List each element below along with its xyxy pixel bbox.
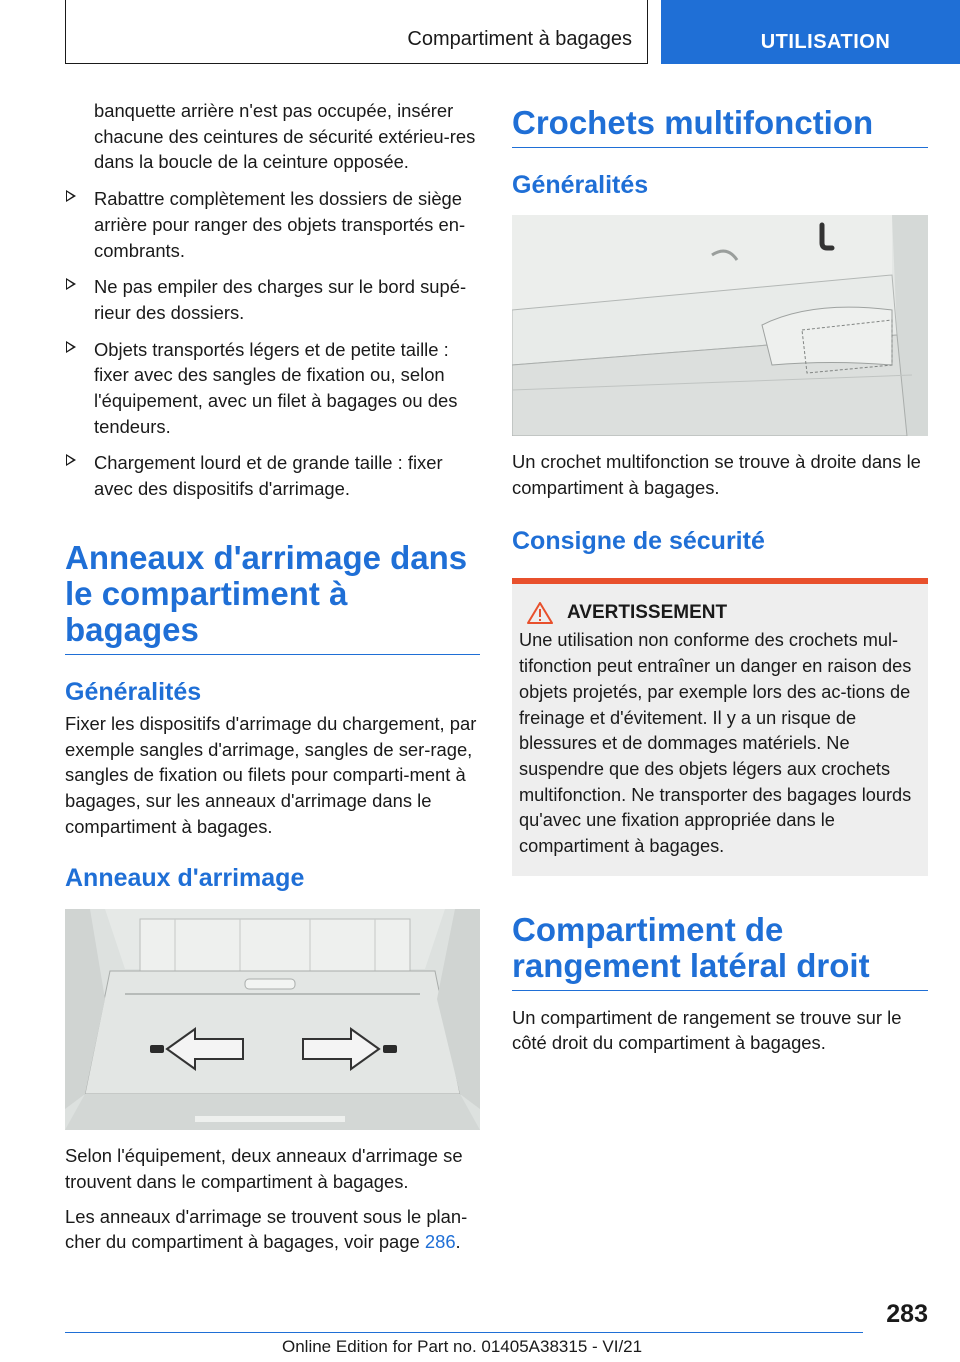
right-column	[512, 98, 928, 1056]
general-text: Fixer les dispositifs d'arrimage du chargement, par exemple sangles d'arrimage, sangles de ser-rage, sangles de fixation ou filets pour comparti-ment à bagages, sur les anneaux d'arrimage dans le compartiment à bagages.	[65, 712, 477, 837]
heading-tie-down-rings: Anneaux d'arrimage dans le compartiment à bagages	[65, 540, 480, 655]
section-title: Compartiment à bagages	[407, 28, 632, 50]
list-item	[65, 337, 480, 440]
heading-side-storage: Compartiment de rangement latéral droit	[512, 912, 928, 991]
list-item-text: Rabattre complètement les dossiers de siège arrière pour ranger des objets transportés en-combrants.	[94, 188, 466, 261]
intro-continuation: banquette arrière n'est pas occupée, insérer chacune des ceintures de sécurité extérieu-res dans la boucle de la ceinture opposée.	[94, 100, 476, 173]
bullet-triangle-icon	[66, 341, 76, 353]
list-item	[65, 274, 480, 325]
bullet-triangle-icon	[66, 278, 76, 290]
side-storage-text: Un compartiment de rangement se trouve sur le côté droit du compartiment à bagages.	[512, 1006, 902, 1054]
subheading-general: Généralités	[65, 677, 202, 706]
footer-divider	[65, 1332, 863, 1333]
subheading-safety: Consigne de sécurité	[512, 527, 765, 556]
multifunction-hook-figure	[512, 215, 928, 436]
warning-text: Une utilisation non conforme des crochets mul-tifonction peut entraîner un danger en raison des objets projetés, par exemple lors des ac-tions de freinage et d'évitement. Il y a un risque de blessures et de dommages matériels. Ne suspendre que des objets légers aux crochets multifonction. Ne transporter des bagages lourds qu'avec une fixation appropriée dans le compartiment à bagages.	[519, 630, 912, 857]
chapter-tab[interactable]: UTILISATION	[661, 0, 960, 64]
list-item-text: Chargement lourd et de grande taille : fixer avec des dispositifs d'arrimage.	[94, 452, 443, 500]
bullet-triangle-icon	[66, 190, 76, 202]
warning-header	[519, 602, 921, 624]
hook-description: Un crochet multifonction se trouve à droite dans le compartiment à bagages.	[512, 451, 921, 498]
multifunction-hook-illustration	[512, 215, 928, 436]
subheading-general-right: Généralités	[512, 171, 649, 199]
left-column	[65, 98, 480, 1255]
page-reference-link[interactable]: 286	[424, 1231, 456, 1253]
header-section-box	[65, 0, 648, 64]
list-item	[65, 186, 480, 263]
subheading-tie-down-rings: Anneaux d'arrimage	[65, 864, 305, 893]
trunk-tie-down-illustration	[65, 909, 480, 1130]
warning-box	[512, 578, 928, 875]
footer-edition: Online Edition for Part no. 01405A38315 - VI/21	[282, 1337, 643, 1356]
page-number: 283	[886, 1300, 928, 1328]
figure-caption-2: Les anneaux d'arrimage se trouvent sous le plan-cher du compartiment à bagages, voir page 286.	[65, 1205, 468, 1253]
list-item-text: Ne pas empiler des charges sur le bord supé-rieur des dossiers.	[94, 276, 467, 323]
trunk-tie-down-figure	[65, 909, 480, 1130]
warning-title: AVERTISSEMENT	[567, 602, 728, 624]
list-item	[65, 450, 480, 501]
heading-multifunction-hooks: Crochets multifonction	[512, 105, 928, 148]
figure-caption-1: Selon l'équipement, deux anneaux d'arrimage se trouvent dans le compartiment à bagages.	[65, 1145, 463, 1193]
warning-triangle-icon	[527, 602, 553, 624]
list-item-text: Objets transportés légers et de petite taille : fixer avec des sangles de fixation ou, selon l'équipement, avec un filet à bagages ou des tendeurs.	[94, 338, 458, 437]
bullet-triangle-icon	[66, 454, 76, 466]
